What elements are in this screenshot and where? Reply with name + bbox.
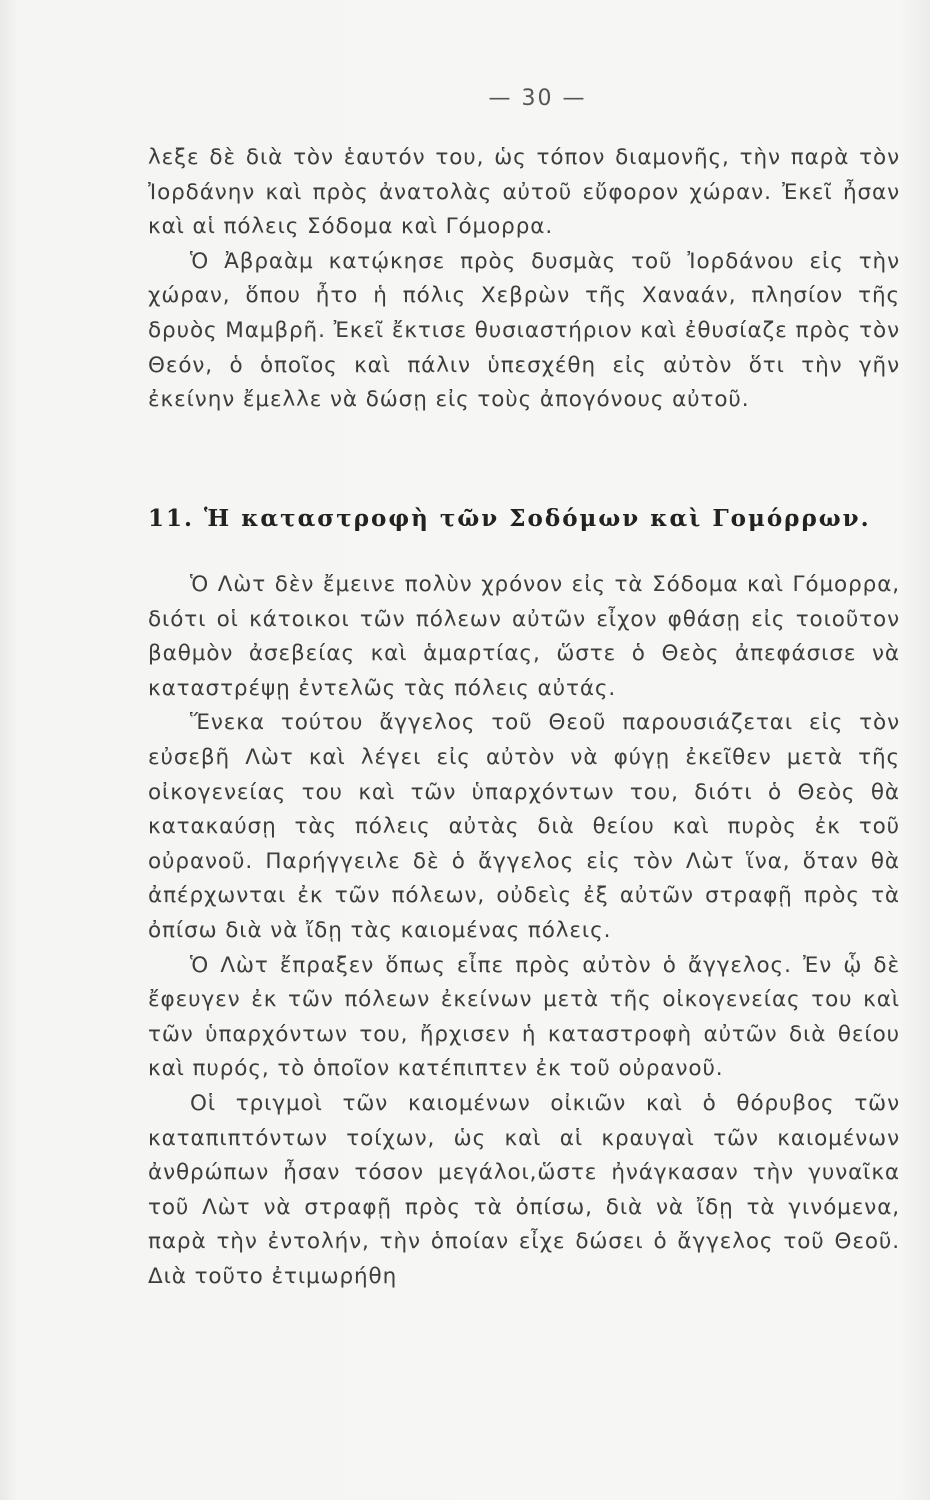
paragraph: Ὁ Λὼτ ἔπραξεν ὅπως εἶπε πρὸς αὐτὸν ὁ ἄγγελος. Ἐν ᾧ δὲ ἔφευγεν ἐκ τῶν πόλεων ἐκείνων μετὰ τῆς οἰκογενείας του καὶ τῶν ὑπαρχόντων του, ἤρχισεν ἡ καταστροφὴ αὐτῶν διὰ θείου καὶ πυρός, τὸ ὁποῖον κατέπιπτεν ἐκ τοῦ οὐρανοῦ. bbox=[148, 952, 900, 1082]
top-text-block bbox=[148, 141, 900, 418]
paragraph: Ὁ Ἀβραὰμ κατῴκησε πρὸς δυσμὰς τοῦ Ἰορδάνου εἰς τὴν χώραν, ὅπου ἦτο ἡ πόλις Χεβρὼν τῆς Χαναάν, πλησίον τῆς δρυὸς Μαμβρῆ. Ἐκεῖ ἔκτισε θυσιαστήριον καὶ ἐθυσίαζε πρὸς τὸν Θεόν, ὁ ὁποῖος καὶ πάλιν ὑπεσχέθη εἰς αὐτὸν ὅτι τὴν γῆν ἐκείνην ἔμελλε νὰ δώσῃ εἰς τοὺς ἀπογόνους αὐτοῦ. bbox=[148, 248, 900, 413]
section-number: 11. bbox=[148, 505, 195, 532]
main-text-block bbox=[148, 568, 900, 1294]
section-heading bbox=[148, 505, 908, 532]
section-title: Ἡ καταστροφὴ τῶν Σοδόμων καὶ Γομόρρων. bbox=[204, 505, 871, 532]
paragraph: Οἱ τριγμοὶ τῶν καιομένων οἰκιῶν καὶ ὁ θόρυβος τῶν καταπιπτόντων τοίχων, ὡς καὶ αἱ κραυγαὶ τῶν καιομένων ἀνθρώπων ἦσαν τόσον μεγάλοι,ὥστε ἠνάγκασαν τὴν γυναῖκα τοῦ Λὼτ νὰ στραφῇ πρὸς τὰ ὀπίσω, διὰ νὰ ἴδῃ τὰ γινόμενα, παρὰ τὴν ἐντολήν, τὴν ὁποίαν εἶχε δώσει ὁ ἄγγελος τοῦ Θεοῦ. Διὰ τοῦτο ἐτιμωρήθη bbox=[148, 1090, 900, 1289]
paragraph: λεξε δὲ διὰ τὸν ἑαυτόν του, ὡς τόπον διαμονῆς, τὴν παρὰ τὸν Ἰορδάνην καὶ πρὸς ἀνατολὰς αὐτοῦ εὔφορον χώραν. Ἐκεῖ ἦσαν καὶ αἱ πόλεις Σόδομα καὶ Γόμορρα. bbox=[148, 145, 900, 240]
paragraph: Ἕνεκα τούτου ἄγγελος τοῦ Θεοῦ παρουσιάζεται εἰς τὸν εὐσεβῆ Λὼτ καὶ λέγει εἰς αὐτὸν νὰ φύγῃ ἐκεῖθεν μετὰ τῆς οἰκογενείας του καὶ τῶν ὑπαρχόντων του, διότι ὁ Θεὸς θὰ κατακαύσῃ τὰς πόλεις αὐτὰς διὰ θείου καὶ πυρὸς ἐκ τοῦ οὐρανοῦ. Παρήγγειλε δὲ ὁ ἄγγελος εἰς τὸν Λὼτ ἵνα, ὅταν θὰ ἀπέρχωνται ἐκ τῶν πόλεων, οὐδεὶς ἐξ αὐτῶν στραφῇ πρὸς τὰ ὀπίσω διὰ νὰ ἴδῃ τὰς καιομένας πόλεις. bbox=[148, 710, 900, 943]
paragraph: Ὁ Λὼτ δὲν ἔμεινε πολὺν χρόνον εἰς τὰ Σόδομα καὶ Γόμορρα, διότι οἱ κάτοικοι τῶν πόλεων αὐτῶν εἶχον φθάσῃ εἰς τοιοῦτον βαθμὸν ἀσεβείας καὶ ἁμαρτίας, ὥστε ὁ Θεὸς ἀπεφάσισε νὰ καταστρέψῃ ἐντελῶς τὰς πόλεις αὐτάς. bbox=[148, 572, 900, 701]
page-number: — 30 — bbox=[488, 86, 587, 111]
